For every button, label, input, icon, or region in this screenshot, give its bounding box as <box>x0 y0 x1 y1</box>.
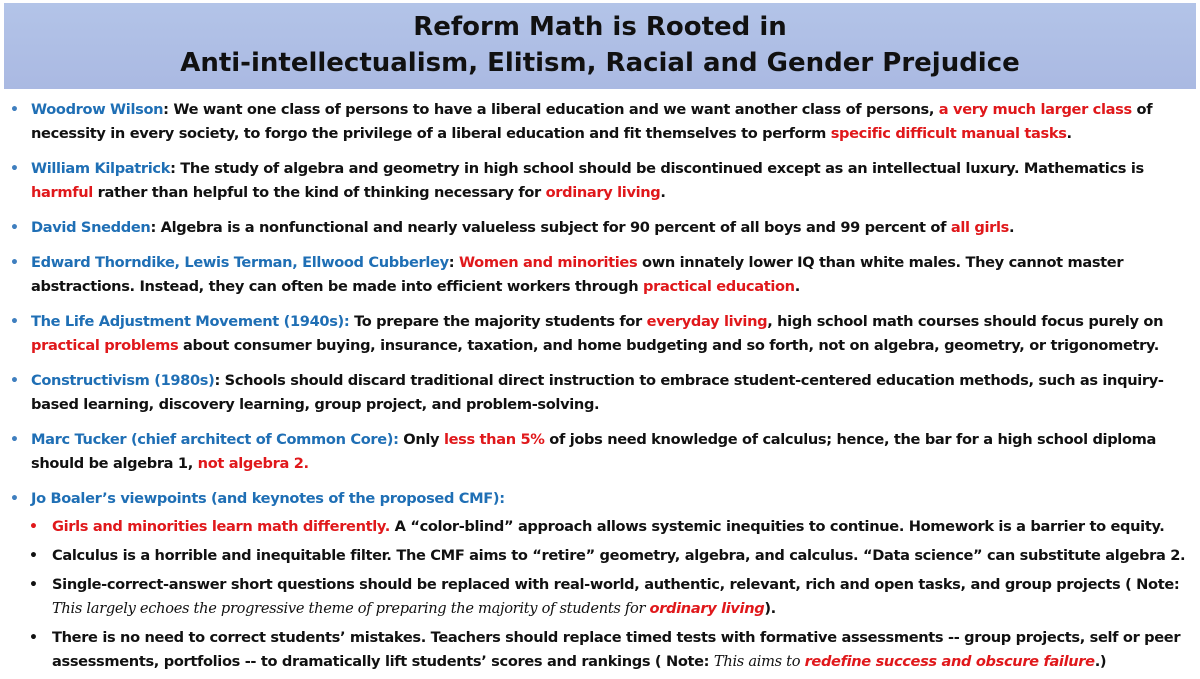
quote-text: about consumer buying, insurance, taxation, and home budgeting and so forth, not on algebra, geometry, or trigonometry. <box>178 337 1159 354</box>
note-text: This aims to <box>713 653 805 670</box>
bullet-icon: • <box>10 491 19 507</box>
emphasis-text: practical problems <box>31 337 179 354</box>
sub-bullet-item <box>10 626 1190 674</box>
quote-text: rather than helpful to the kind of thinking necessary for <box>92 184 546 201</box>
quote-text: Single-correct-answer short questions should be replaced with real-world, authentic, relevant, rich and open tasks, and group projects ( Note: <box>52 576 1180 593</box>
emphasis-text: all girls <box>950 219 1009 236</box>
bullet-item-tucker <box>10 428 1190 476</box>
quote-text: of necessity in every society, to forgo the privilege of a liberal education and fit themselves to perform <box>31 101 1153 142</box>
quote-text: of jobs need knowledge of calculus; hence, the bar for a high school diploma should be algebra 1, <box>31 431 1156 472</box>
quote-text: A “color-blind” approach allows systemic inequities to continue. Homework is a barrier to equity. <box>389 518 1165 535</box>
emphasis-text: harmful <box>31 184 93 201</box>
quote-text: , high school math courses should focus purely on <box>767 313 1164 330</box>
title-line-2: Anti-intellectualism, Elitism, Racial and Gender Prejudice <box>180 48 1020 78</box>
emphasis-text: Women and minorities <box>458 254 638 271</box>
speaker-name: William Kilpatrick <box>31 160 171 177</box>
quote-text: . <box>660 184 666 201</box>
speaker-name: Edward Thorndike, Lewis Terman, Ellwood Cubberley <box>31 254 449 271</box>
speaker-name: Woodrow Wilson <box>31 101 164 118</box>
sub-bullet-item <box>10 544 1190 568</box>
note-text: This largely echoes the progressive theme of preparing the majority of students for <box>52 600 650 617</box>
speaker-name: The Life Adjustment Movement (1940s): <box>31 313 350 330</box>
sub-bullet-icon: • <box>29 630 38 646</box>
speaker-name: David Snedden <box>31 219 151 236</box>
sub-bullet-icon: • <box>29 548 38 564</box>
speaker-name: Constructivism (1980s) <box>31 372 215 389</box>
bullet-item-wilson <box>10 98 1190 146</box>
quote-text: : <box>448 254 459 271</box>
bullet-item-kilpatrick <box>10 157 1190 205</box>
speaker-name: Jo Boaler’s viewpoints (and keynotes of the proposed CMF): <box>31 490 505 507</box>
emphasis-text: less than 5% <box>443 431 545 448</box>
bullet-icon: • <box>10 255 19 271</box>
bullet-icon: • <box>10 102 19 118</box>
quote-text: : The study of algebra and geometry in high school should be discontinued except as an intellectual luxury. Mathematics is <box>170 160 1144 177</box>
bullet-icon: • <box>10 314 19 330</box>
quote-text: : Schools should discard traditional direct instruction to embrace student-centered education methods, such as inquiry-based learning, discovery learning, group project, and problem-solving. <box>31 372 1164 413</box>
quote-text: .) <box>1094 653 1107 670</box>
emphasis-text: redefine success and obscure failure <box>804 653 1095 670</box>
quote-text: . <box>1008 219 1015 236</box>
sub-bullet-icon: • <box>29 519 38 535</box>
emphasis-text: ordinary living <box>649 600 765 617</box>
bullet-icon: • <box>10 220 19 236</box>
quote-text: Calculus is a horrible and inequitable filter. The CMF aims to “retire” geometry, algebra, and calculus. “Data science” can substitute algebra 2. <box>52 547 1186 564</box>
sub-bullet-item <box>10 573 1190 621</box>
sub-bullet-item <box>10 515 1190 539</box>
bullet-item-constructivism <box>10 369 1190 417</box>
emphasis-text: not algebra 2. <box>197 455 309 472</box>
emphasis-text: ordinary living <box>545 184 661 201</box>
quote-text: . <box>794 278 800 295</box>
quote-text: Only <box>398 431 444 448</box>
quote-text: ). <box>764 600 776 617</box>
bullet-item-thorndike <box>10 251 1190 299</box>
bullet-item-snedden <box>10 216 1190 240</box>
title-line-1: Reform Math is Rooted in <box>413 12 787 42</box>
title-banner <box>4 3 1196 89</box>
quote-text: : We want one class of persons to have a liberal education and we want another class of persons, <box>163 101 939 118</box>
bullet-item-life-adjustment <box>10 310 1190 358</box>
quote-text: . <box>1066 125 1072 142</box>
quote-text: There is no need to correct students’ mistakes. Teachers should replace timed tests with formative assessments -- group projects, self or peer assessments, portfolios -- to dramatically lift students’ scores and rankings ( Note: <box>52 629 1181 670</box>
emphasis-text: everyday living <box>646 313 768 330</box>
sub-bullet-icon: • <box>29 577 38 593</box>
emphasis-text: Girls and minorities learn math differently. <box>52 518 390 535</box>
bullet-icon: • <box>10 161 19 177</box>
bullet-icon: • <box>10 373 19 389</box>
bullet-item-boaler <box>10 487 1190 511</box>
speaker-name: Marc Tucker (chief architect of Common Core): <box>31 431 399 448</box>
emphasis-text: specific difficult manual tasks <box>830 125 1067 142</box>
emphasis-text: a very much larger class <box>938 101 1132 118</box>
emphasis-text: practical education <box>643 278 795 295</box>
bullet-icon: • <box>10 432 19 448</box>
quote-text: To prepare the majority students for <box>349 313 647 330</box>
quote-text: own innately lower IQ than white males. They cannot master abstractions. Instead, they can often be made into efficient workers through <box>31 254 1124 295</box>
quote-text: : Algebra is a nonfunctional and nearly valueless subject for 90 percent of all boys and 99 percent of <box>150 219 951 236</box>
bullet-list <box>10 98 1190 679</box>
